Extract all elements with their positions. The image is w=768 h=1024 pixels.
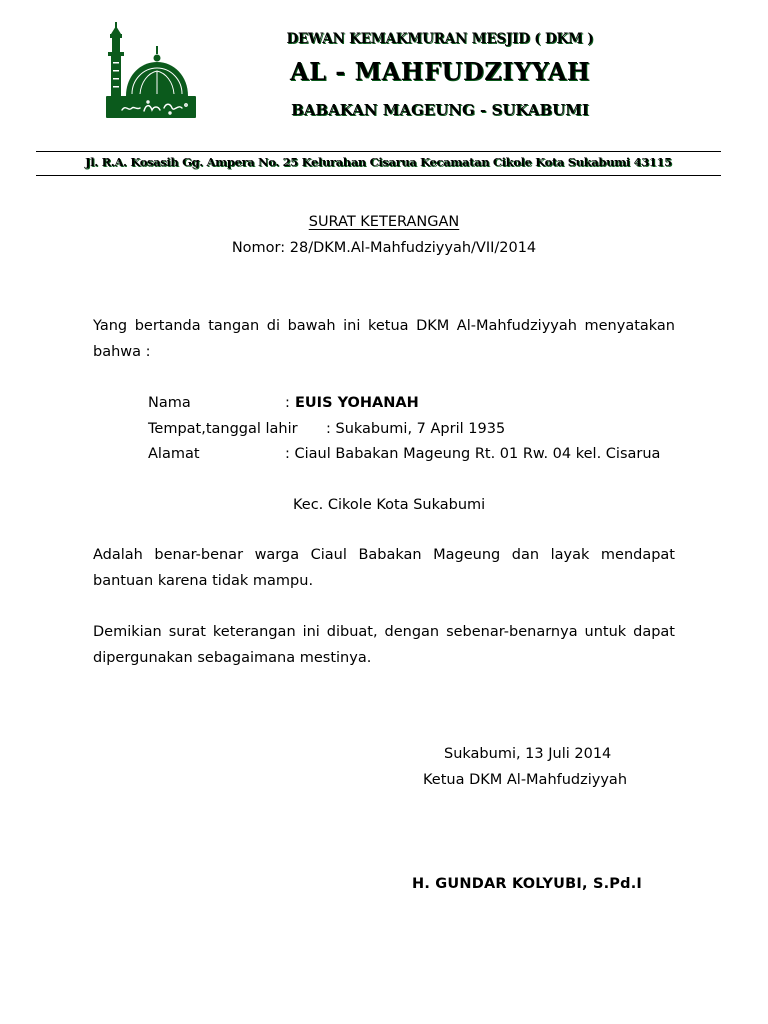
mosque-logo-icon bbox=[100, 18, 205, 124]
header-rule-top bbox=[36, 151, 721, 152]
name-value: EUIS YOHANAH bbox=[295, 395, 419, 411]
name-label: Nama bbox=[148, 395, 191, 411]
body-paragraph: Adalah benar-benar warga Ciaul Babakan Mageung dan layak mendapat bantuan karena tidak mampu. bbox=[93, 547, 675, 589]
birth-value: : Sukabumi, 7 April 1935 bbox=[326, 421, 506, 437]
mosque-name: AL - MAHFUDZIYYAH bbox=[289, 57, 591, 86]
address-label: Alamat bbox=[148, 446, 200, 462]
mosque-address: Jl. R.A. Kosasih Gg. Ampera No. 25 Kelurahan Cisarua Kecamatan Cikole Kota Sukabumi 43115 bbox=[85, 155, 672, 169]
letter-title: SURAT KETERANGAN bbox=[308, 214, 460, 230]
signature-role: Ketua DKM Al-Mahfudziyyah bbox=[423, 772, 628, 788]
header-rule-bottom bbox=[36, 175, 721, 176]
mosque-location: BABAKAN MAGEUNG - SUKABUMI bbox=[291, 101, 589, 119]
letter-number: Nomor: 28/DKM.Al-Mahfudziyyah/VII/2014 bbox=[231, 240, 537, 256]
address-value: : Ciaul Babakan Mageung Rt. 01 Rw. 04 kel. Cisarua bbox=[285, 446, 661, 462]
closing-paragraph: Demikian surat keterangan ini dibuat, dengan sebenar-benarnya untuk dapat dipergunakan sebagaimana mestinya. bbox=[93, 624, 675, 666]
signature-place-date: Sukabumi, 13 Juli 2014 bbox=[444, 746, 612, 762]
address-value-line2: Kec. Cikole Kota Sukabumi bbox=[293, 497, 486, 513]
intro-paragraph: Yang bertanda tangan di bawah ini ketua DKM Al-Mahfudziyyah menyatakan bahwa : bbox=[93, 318, 675, 360]
letterhead bbox=[0, 0, 768, 190]
organization-name: DEWAN KEMAKMURAN MESJID ( DKM ) bbox=[286, 31, 594, 47]
name-separator: : bbox=[285, 395, 290, 411]
signatory-name: H. GUNDAR KOLYUBI, S.Pd.I bbox=[412, 876, 643, 892]
birth-label: Tempat,tanggal lahir bbox=[148, 421, 298, 437]
